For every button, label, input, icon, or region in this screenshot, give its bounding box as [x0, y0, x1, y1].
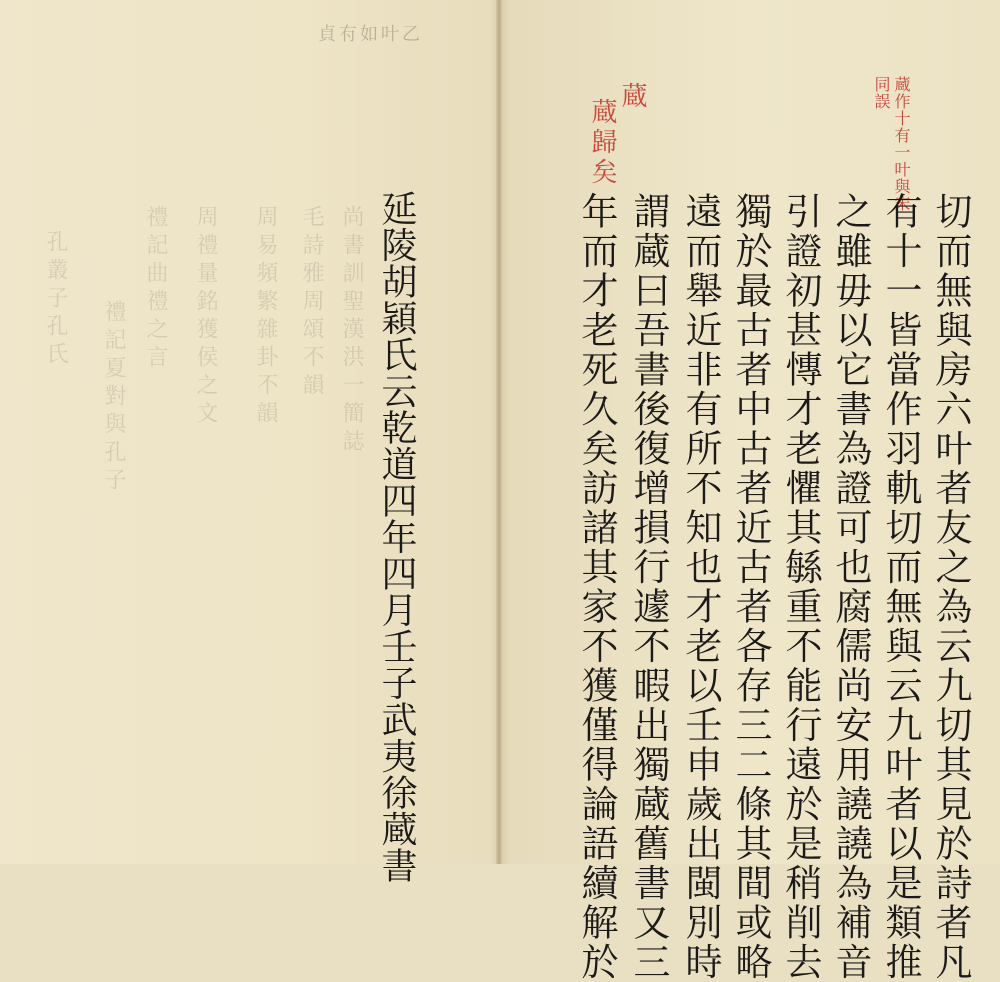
text-column-3: 之雖毋以它書為證可也腐儒尚安用譊譊為補音 [829, 192, 872, 982]
text-column-7: 謂蔵曰吾書後復增損行遽不暇出獨蔵舊書又三 [627, 192, 670, 982]
right-page [500, 0, 1000, 982]
left-page [0, 0, 498, 884]
show-through-text-7: 孔叢子孔氏 [43, 230, 68, 370]
colophon-column: 延陵胡穎氏云乾道四年四月壬子武夷徐蔵書 [376, 190, 417, 884]
pencil-marginal-note: 貞𠕇如叶乙 [318, 24, 423, 45]
red-marginal-note: 蔵歸矣 [587, 98, 617, 188]
show-through-text-6: 禮記夏對與孔子 [101, 300, 126, 496]
red-marginal-char: 蔵 [617, 82, 647, 112]
show-through-text-5: 禮記曲禮之言 [143, 205, 168, 373]
show-through-text-2: 毛詩雅周頌不韻 [299, 205, 324, 401]
show-through-text-3: 周易頻繁雜卦不韻 [253, 205, 278, 429]
red-annotation-line-1: 蔵作十有一叶與宋 [892, 76, 911, 212]
show-through-text-4: 周禮量銘獲侯之文 [193, 205, 218, 429]
red-annotation-line-2: 同誤 [872, 76, 891, 110]
text-column-1: 切而無與房六叶者友之為云九切其見於詩者凡 [929, 192, 972, 982]
text-column-8: 年而才老死久矣訪諸其家不獲僅得論語續解於 [575, 192, 618, 982]
text-column-2: 有十一皆當作羽軌切而無與云九叶者以是類推 [879, 192, 922, 982]
show-through-text-1: 尚書訓聖漢洪一簡誌 [339, 205, 364, 457]
text-column-6: 遠而舉近非有所不知也才老以壬申歲出閩別時 [679, 192, 722, 982]
text-column-4: 引證初甚慱才老懼其緐重不能行遠於是稍削去 [779, 192, 822, 982]
text-column-5: 獨於最古者中古者近古者各存三二條其間或略 [729, 192, 772, 982]
